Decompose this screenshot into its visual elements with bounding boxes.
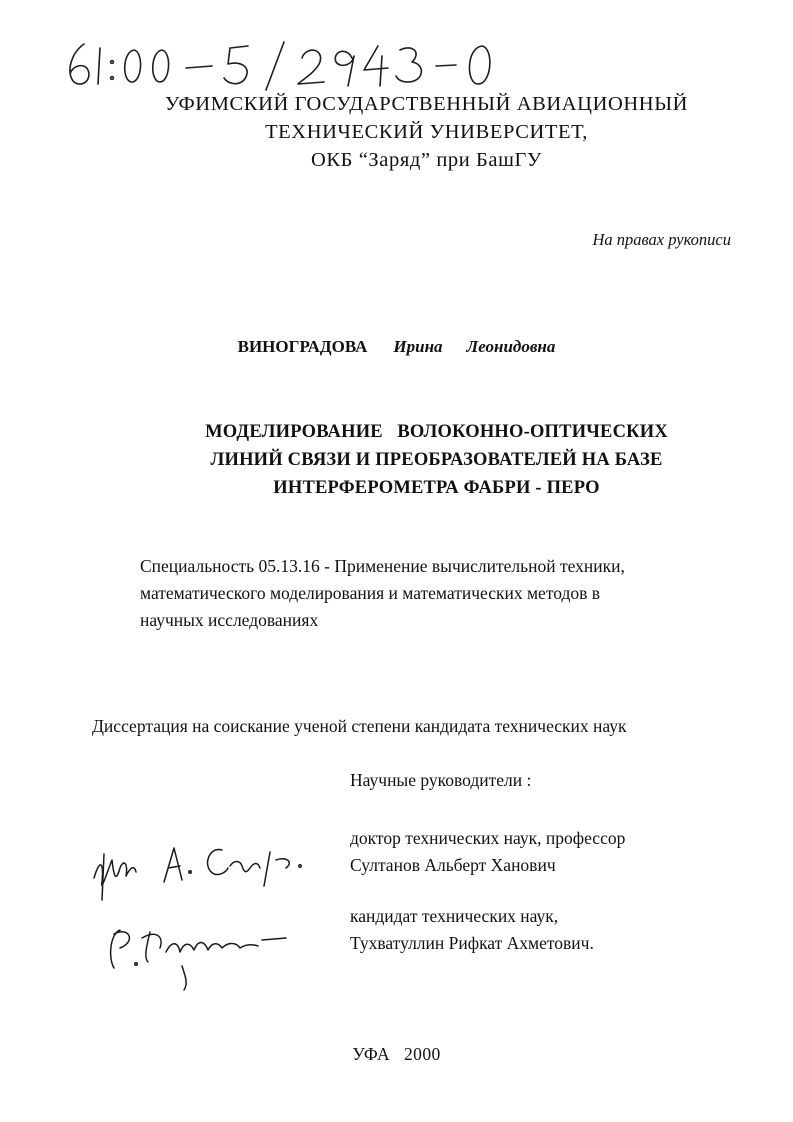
specialty-line-1: Специальность 05.13.16 - Применение вычислительной техники, (140, 556, 625, 576)
dissertation-statement: Диссертация на соискание ученой степени кандидата технических наук (92, 716, 627, 736)
advisor-2-name: Тухватуллин Рифкат Ахметович. (350, 933, 594, 953)
institution-line-2: ТЕХНИЧЕСКИЙ УНИВЕРСИТЕТ, (265, 121, 588, 143)
author-first-name: Ирина (393, 337, 443, 356)
rights-note: На правах рукописи (592, 230, 731, 249)
city: УФА (352, 1044, 391, 1064)
handwritten-signatures (90, 838, 350, 998)
year: 2000 (404, 1044, 441, 1064)
city-and-year (0, 1044, 793, 1065)
advisor-1-degree: доктор технических наук, профессор (350, 828, 626, 848)
author-name (0, 337, 793, 357)
thesis-title-line-3: ИНТЕРФЕРОМЕТРА ФАБРИ - ПЕРО (273, 478, 600, 498)
advisor-2-degree: кандидат технических наук, (350, 906, 559, 926)
specialty-line-3: научных исследованиях (140, 610, 319, 630)
specialty-line-2: математического моделирования и математических методов в (140, 583, 601, 603)
archive-number-handwriting (62, 36, 502, 94)
advisors-heading: Научные руководители : (350, 770, 532, 790)
advisor-1-name: Султанов Альберт Ханович (350, 855, 556, 875)
thesis-title-line-2: ЛИНИЙ СВЯЗИ И ПРЕОБРАЗОВАТЕЛЕЙ НА БАЗЕ (210, 450, 663, 470)
thesis-title-line-1: МОДЕЛИРОВАНИЕ ВОЛОКОННО-ОПТИЧЕСКИХ (205, 422, 668, 442)
author-surname: ВИНОГРАДОВА (237, 337, 368, 356)
institution-line-1: УФИМСКИЙ ГОСУДАРСТВЕННЫЙ АВИАЦИОННЫЙ (164, 93, 689, 115)
institution-line-3: ОКБ “Заряд” при БашГУ (310, 149, 543, 171)
author-patronymic: Леонидовна (466, 337, 556, 356)
